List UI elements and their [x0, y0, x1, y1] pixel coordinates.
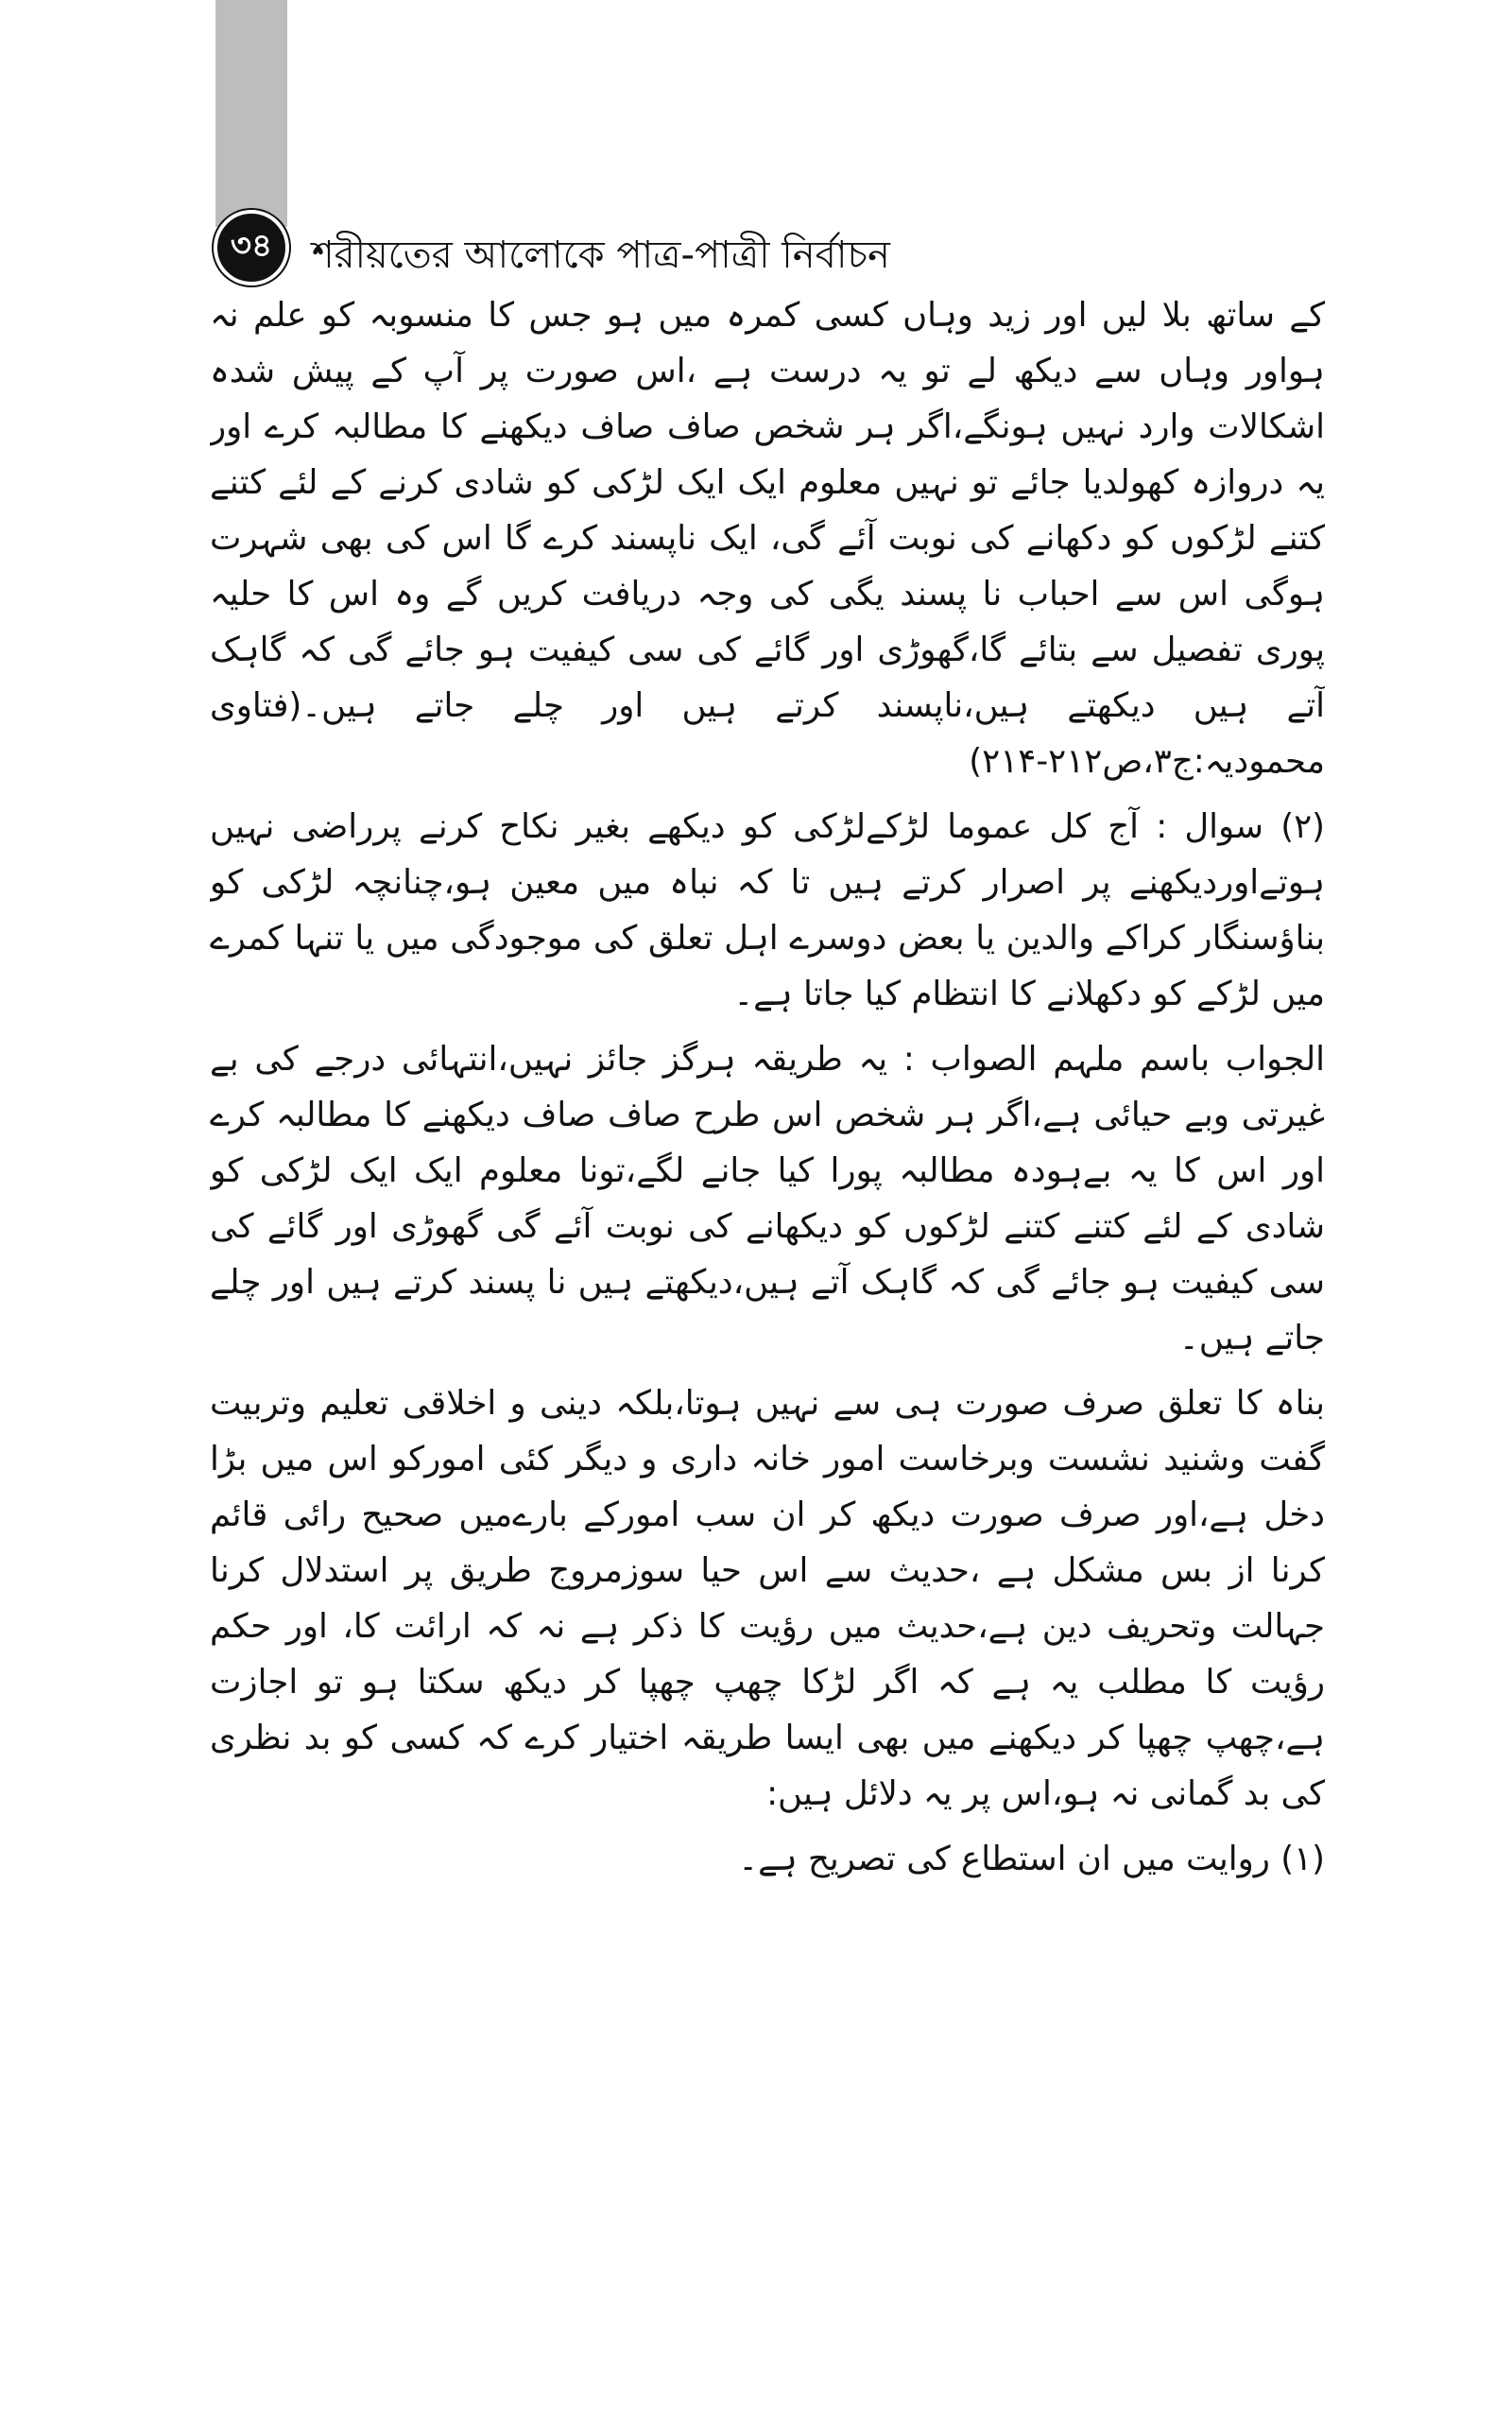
paragraph-1: کے ساتھ بلا لیں اور زید وہاں کسی کمرہ میں ہو جس کا منسوبہ کو علم نہ ہواور وہاں سے دیکھ لے تو یہ درست ہے ،اس صورت پر آپ کے پیش شدہ اشکالات وارد نہیں ہونگے،اگر ہر شخص صاف صاف دیکھنے کا مطالبہ کرے اور یہ دروازہ کھولدیا جائے تو نہیں معلوم ایک ایک لڑکی کو شادی کرنے کے لئے کتنے کتنے لڑکوں کو دکھانے کی نوبت آئے گی، ایک ناپسند کرے گا اس کی بھی شہرت ہوگی اس سے احباب نا پسند یگی کی وجہ دریافت کریں گے وہ اس کا حلیہ پوری تفصیل سے بتائے گا،گھوڑی اور گائے کی سی کیفیت ہو جائے گی کہ گاہک آتے ہیں دیکھتے ہیں،ناپسند کرتے ہیں اور چلے جاتے ہیں۔(فتاوی محمودیہ:ج۳،ص۲۱۲-۲۱۴) [210, 296, 1325, 781]
paragraph-evidence-1: (۱) روایت میں ان استطاع کی تصریح ہے۔ [738, 1840, 1325, 1878]
running-header-title: শরীয়তের আলোকে পাত্র-পাত্রী নির্বাচন [312, 233, 890, 277]
chapter-tab [215, 0, 287, 227]
paragraph-question-2: (۲) سوال : آج کل عموما لڑکےلڑکی کو دیکھے بغیر نکاح کرنے پرراضی نہیں ہوتےاوردیکھنے پر اصرار کرتے ہیں تا کہ نباہ میں معین ہو،چنانچہ لڑکی کو بناؤسنگار کراکے والدین یا بعض دوسرے اہل تعلق کی موجودگی میں یا تنہا کمرے میں لڑکے کو دکھلانے کا انتظام کیا جاتا ہے۔ [210, 807, 1325, 1013]
paragraph-answer: الجواب باسم ملہم الصواب : یہ طریقہ ہرگز جائز نہیں،انتہائی درجے کی بے غیرتی وبے حیائی ہے،اگر ہر شخص اس طرح صاف صاف دیکھنے کا مطالبہ کرے اور اس کا یہ بےہودہ مطالبہ پورا کیا جانے لگے،تونا معلوم ایک ایک لڑکی کو شادی کے لئے کتنے کتنے لڑکوں کو دیکھانے کی نوبت آئے گی گھوڑی اور گائے کی سی کیفیت ہو جائے گی کہ گاہک آتے ہیں،دیکھتے ہیں نا پسند کرتے ہیں اور چلے جاتے ہیں۔ [210, 1040, 1325, 1357]
page-number-badge: ৩৪ [214, 210, 289, 285]
paragraph-explanation: بناہ کا تعلق صرف صورت ہی سے نہیں ہوتا،بلکہ دینی و اخلاقی تعلیم وتربیت گفت وشنید نشست وبرخاست امور خانہ داری و دیگر کئی امورکو اس میں بڑا دخل ہے،اور صرف صورت دیکھ کر ان سب امورکے بارےمیں صحیح رائی قائم کرنا از بس مشکل ہے ،حدیث سے اس حیا سوزمروج طریق پر استدلال کرنا جہالت وتحریف دین ہے،حدیث میں رؤیت کا ذکر ہے نہ کہ ارائت کا، اور حکم رؤیت کا مطلب یہ ہے کہ اگر لڑکا چھپ چھپا کر دیکھ سکتا ہو تو اجازت ہے،چھپ چھپا کر دیکھنے میں بھی ایسا طریقہ اختیار کرے کہ کسی کو بد نظری کی بد گمانی نہ ہو،اس پر یہ دلائل ہیں: [210, 1384, 1325, 1813]
page-body [210, 287, 1325, 2254]
